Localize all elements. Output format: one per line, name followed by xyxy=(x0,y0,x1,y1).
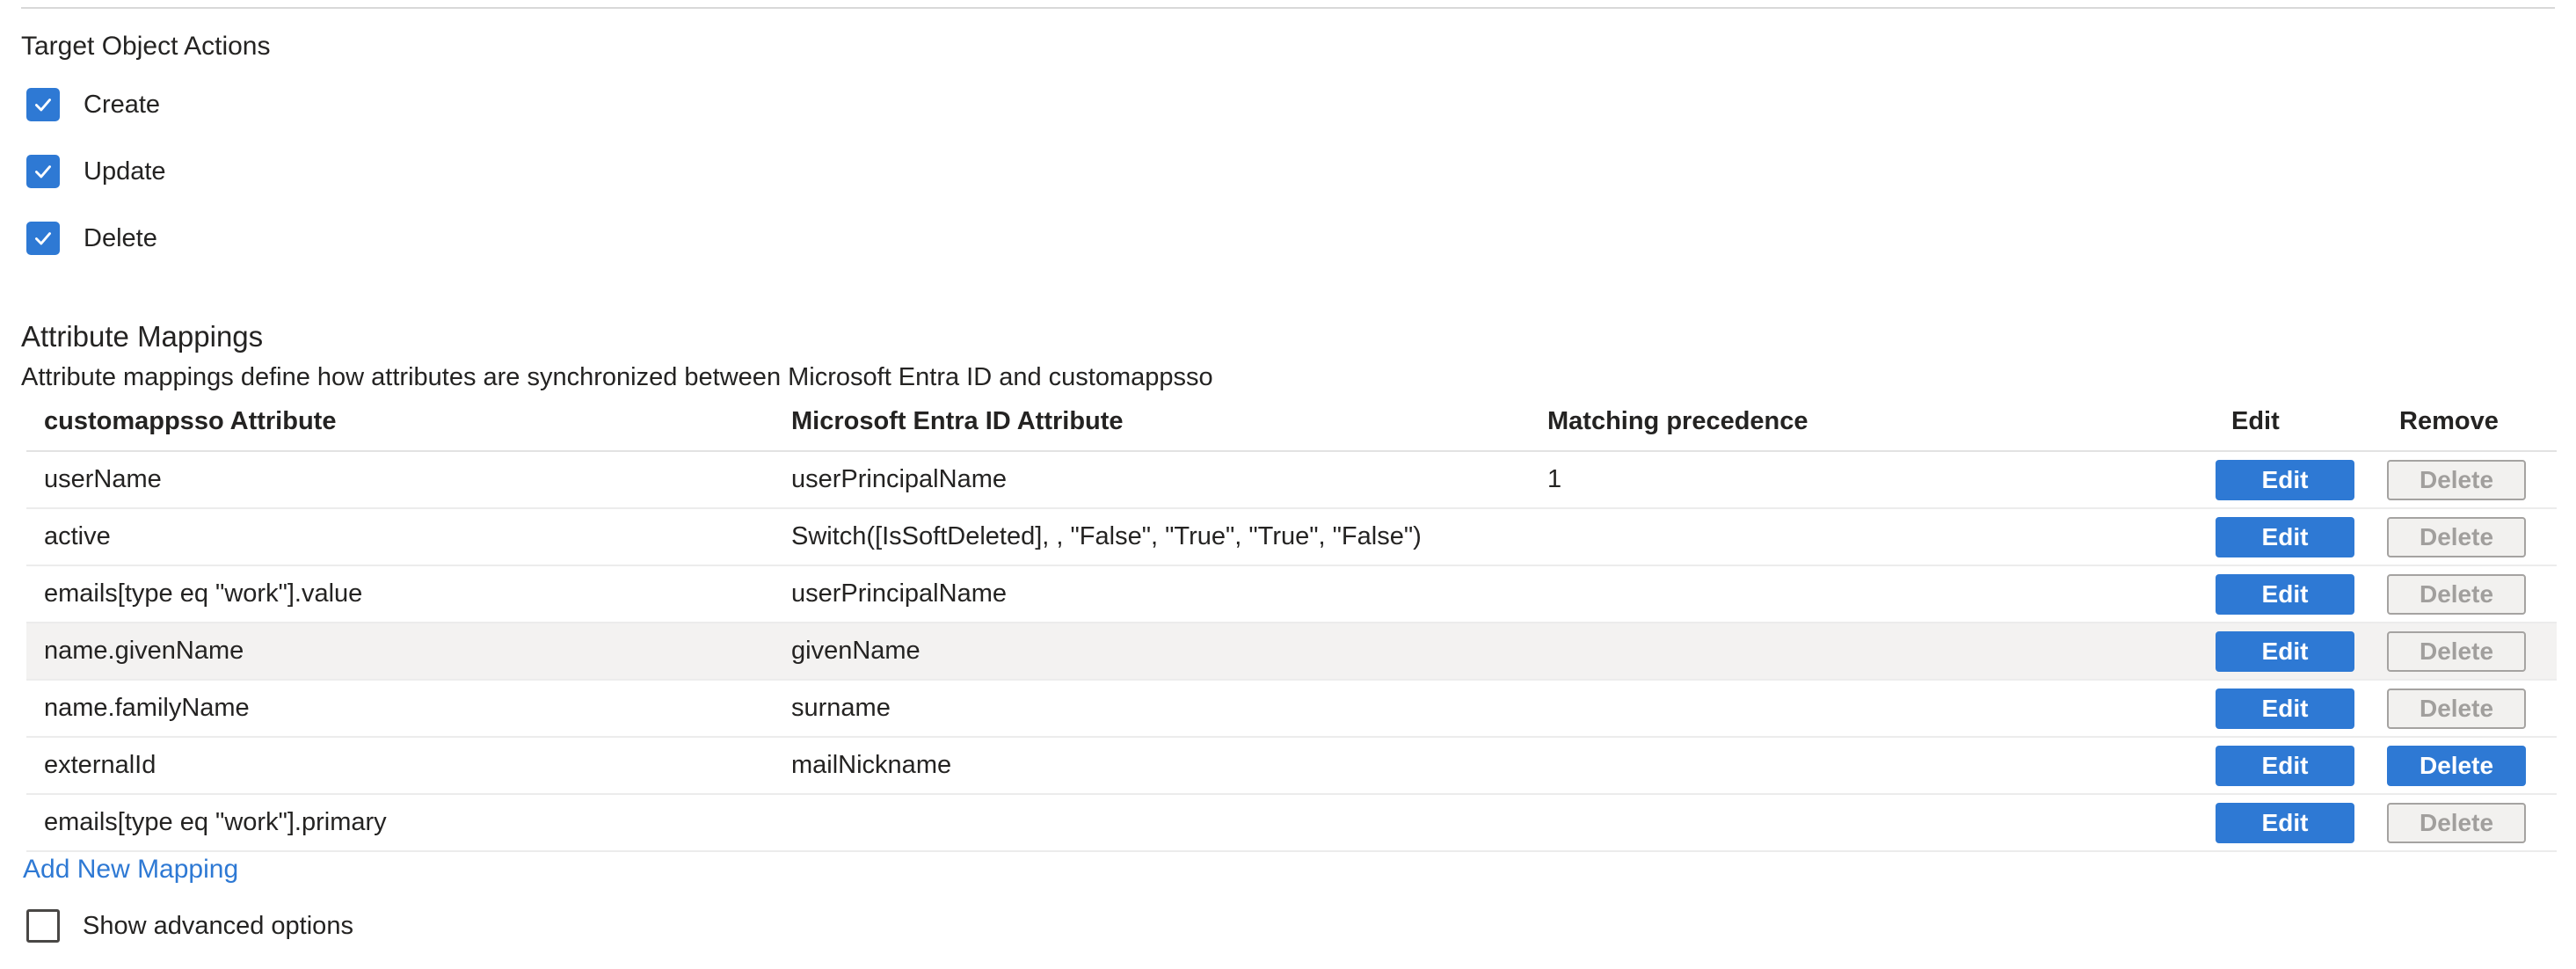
attribute-mappings-title: Attribute Mappings xyxy=(21,320,264,353)
delete-button: Delete xyxy=(2387,460,2526,500)
entra-attribute-cell: userPrincipalName xyxy=(791,579,1007,608)
edit-button[interactable]: Edit xyxy=(2216,803,2354,843)
top-divider xyxy=(21,7,2555,9)
table-header-row xyxy=(26,393,2557,452)
table-row xyxy=(26,566,2557,623)
show-advanced-options[interactable] xyxy=(26,909,353,943)
edit-button[interactable]: Edit xyxy=(2216,746,2354,786)
column-header-entra-attribute: Microsoft Entra ID Attribute xyxy=(791,407,1124,435)
app-attribute-cell: name.familyName xyxy=(44,694,250,722)
app-attribute-cell: emails[type eq "work"].primary xyxy=(44,808,387,836)
column-header-remove: Remove xyxy=(2399,407,2499,435)
edit-button[interactable]: Edit xyxy=(2216,688,2354,729)
entra-attribute-cell: surname xyxy=(791,694,891,722)
column-header-edit: Edit xyxy=(2231,407,2280,435)
column-header-matching-precedence: Matching precedence xyxy=(1547,407,1808,435)
table-row xyxy=(26,623,2557,681)
create-checkbox-item[interactable] xyxy=(26,88,166,121)
delete-button: Delete xyxy=(2387,574,2526,615)
checkbox[interactable] xyxy=(26,155,60,188)
checkmark-icon xyxy=(32,227,55,250)
table-row xyxy=(26,509,2557,566)
table-row xyxy=(26,795,2557,852)
entra-attribute-cell: Switch([IsSoftDeleted], , "False", "True", "True", "False") xyxy=(791,522,1422,550)
entra-attribute-cell: mailNickname xyxy=(791,751,952,779)
delete-checkbox-item[interactable] xyxy=(26,222,166,255)
app-attribute-cell: name.givenName xyxy=(44,637,244,665)
checkbox-label: Create xyxy=(84,90,161,119)
checkbox-label: Delete xyxy=(84,223,157,252)
edit-button[interactable]: Edit xyxy=(2216,574,2354,615)
checkmark-icon xyxy=(32,160,55,183)
advanced-options-label: Show advanced options xyxy=(83,911,353,940)
edit-button[interactable]: Edit xyxy=(2216,460,2354,500)
edit-button[interactable]: Edit xyxy=(2216,631,2354,672)
delete-button: Delete xyxy=(2387,688,2526,729)
app-attribute-cell: active xyxy=(44,522,111,550)
table-row xyxy=(26,681,2557,738)
target-object-actions-list xyxy=(26,88,166,255)
delete-button: Delete xyxy=(2387,631,2526,672)
delete-button: Delete xyxy=(2387,803,2526,843)
app-attribute-cell: emails[type eq "work"].value xyxy=(44,579,363,608)
entra-attribute-cell: givenName xyxy=(791,637,921,665)
attribute-mappings-table xyxy=(26,393,2557,852)
table-row xyxy=(26,738,2557,795)
delete-button: Delete xyxy=(2387,517,2526,557)
target-object-actions-title: Target Object Actions xyxy=(21,32,271,61)
advanced-options-checkbox[interactable] xyxy=(26,909,60,943)
table-row xyxy=(26,452,2557,509)
delete-button[interactable]: Delete xyxy=(2387,746,2526,786)
checkbox-label: Update xyxy=(84,157,166,186)
app-attribute-cell: userName xyxy=(44,465,162,493)
entra-attribute-cell: userPrincipalName xyxy=(791,465,1007,493)
checkbox[interactable] xyxy=(26,88,60,121)
column-header-app-attribute: customappsso Attribute xyxy=(44,407,337,435)
app-attribute-cell: externalId xyxy=(44,751,156,779)
edit-button[interactable]: Edit xyxy=(2216,517,2354,557)
update-checkbox-item[interactable] xyxy=(26,155,166,188)
matching-precedence-cell: 1 xyxy=(1547,465,1562,493)
checkbox[interactable] xyxy=(26,222,60,255)
checkmark-icon xyxy=(32,93,55,116)
add-new-mapping-link[interactable]: Add New Mapping xyxy=(23,855,239,884)
attribute-mappings-description: Attribute mappings define how attributes are synchronized between Microsoft Entra ID and customappsso xyxy=(21,363,1213,391)
table-body xyxy=(26,452,2557,852)
